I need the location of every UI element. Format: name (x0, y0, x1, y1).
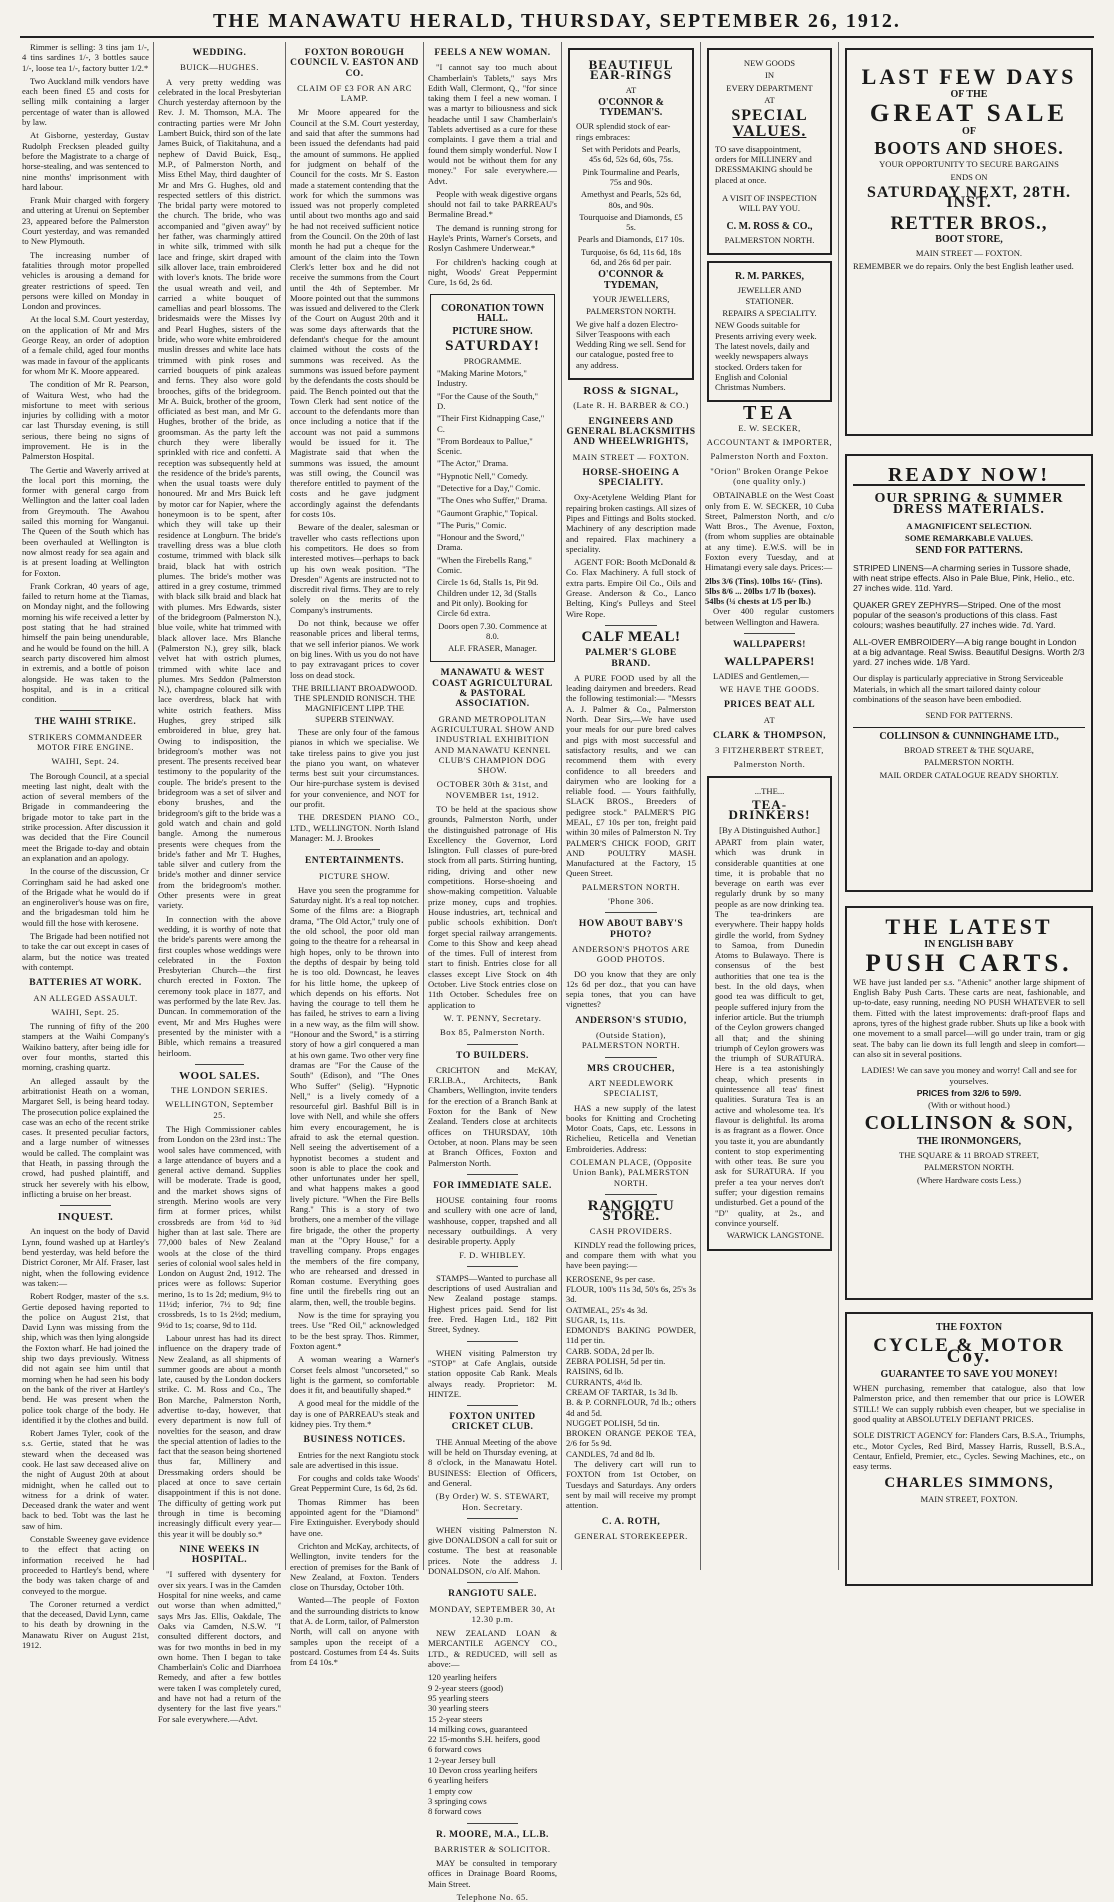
dateline: WELLINGTON, September 25. (165, 1099, 274, 1120)
news-paragraph: Constable Sweeney gave evidence to the effect that acting on information received he had proceeded to Hartley's bend, where the body was taken charge of and conveyed to the morgue. (22, 1534, 149, 1596)
news-paragraph: An alleged assault by the arbitrationist Heath on a woman, Margaret Sell, is being heard today. The prosecution police explained the case was an echo of the recent strike cases. It presented peculiar factors, and a large number of witnesses would be called. The complaint was that Heath, in passing through the crowd, had pushed plaintiff, and struck her severely with his elbow, inflicting a bruise on her breast. (22, 1075, 149, 1199)
advert-firm: CHARLES SIMMONS, (884, 1474, 1054, 1491)
article-subheading: THE LONDON SERIES. (170, 1085, 269, 1096)
advert-headline: PUSH CARTS. (865, 949, 1073, 977)
advert-text: COLEMAN PLACE, (Opposite Union Bank), PALMERSTON NORTH. (569, 1157, 693, 1188)
advert-firm: C. M. ROSS & CO., (726, 220, 813, 232)
news-paragraph: A very pretty wedding was celebrated in the local Presbyterian Church yesterday afternoon by the Rev. J. M. Thomson, M.A. The contracting parties were Mr John Lambert Buick, third son of the late James Buick, of Tiakitahuna, and a nephew of David Buick, Esq., M.P., of Palmerston North, and Miss Ethel May, third daughter of Mr and Mrs G. Hughes, old and respected settlers of this district. The bridal party were motored to the church. The bride, who was accompanied and "given away" by her father, was charmingly attired in white silk, trimmed with silk lace and fringe, skirt draped with silk allover lace, train embroidered with lover's knots. The bride wore the usual wreath and veil, and carried a white bouquet of camellias and pearl blossoms. The bridesmaids were the Misses Ivy and Pearl Hughes, sisters of the bride, who wore white embroidered muslin dresses and white lace hats trimmed with pink roses and carried bouquets of pink azaleas and ferns. They also wore gold brooches, gifts of the bridegroom. Mr A. Buick, brother of the groom, officiated as best man, and Mr G. Hughes, brother of the bride, as groomsman. As the party left the church they were liberally sprinkled with rice and confetti. A reception was subsequently held at the residence of the bride's parents, when the usual toasts were duly honoured. Mr and Mrs Buick left by motor car for Napier, where the honeymoon is to be spent, after which they will take up their residence at Longburn. The bride's travelling dress was a blue cloth costume, trimmed with black silk braid, black hat with ostrich plumes. The bride's mother was attired in a grey costume, trimmed with black silk braid and black hat with plumes. Mrs Edwards, sister of the bridegroom (Palmerston N.), blue voile, white hat trimmed with black allover lace. Mrs Blanche (Palmerston N.), grey silk, black velvet hat with ostrich plumes, trimmed with white lace and plumes. Mrs Seddon (Palmerston N.), champagne coloured silk with lace overdress, black hat with white ostrich feathers. Miss Hughes, grey striped silk embroidered in blue, grey hat. Owing to indisposition, the bridegroom's mother was not present. The presents received bear testimony to the popularity of the couple. The bride's present to the bridegroom was a set of silver and ebony brushes, and the bridegroom's gift to the bride was a gold watch and chain and gold bangle. Among the numerous presents were cheques from the bride's father and Mr T. Hughes, table silver and cutlery from the bride's mother and dinner service from the bridegroom's mother. Other presents were in great variety. (158, 76, 281, 911)
advert-title: R. M. PARKES, (735, 271, 804, 283)
news-paragraph: The Gertie and Waverly arrived at the local port this morning, the former with general cargo from Wellington and the latter coal laden from Greymouth. The Awahou sailed this morning for Wanganui. The Queen of the South which has been overhauled at Wellington is now almost ready for sea again and is at present loading at Wellington for Foxton. (22, 464, 149, 578)
advert-text: We give half a dozen Electro-Silver Teaspoons with each Wedding Ring we sell. Send for our catalogue, posted free to any address. (576, 318, 686, 370)
advert-text: WHEN purchasing, remember that catalogue, also that low Palmerston price, and then remember that our price is LOWER STILL! We can supply rubbish even cheaper, but we specialise in good quality at ABSOLUTELY DEFIANT PRICES. (853, 1383, 1085, 1425)
advert-text: YOUR JEWELLERS, (592, 293, 670, 304)
divider (467, 1174, 519, 1175)
advert-title: TO BUILDERS. (456, 1050, 529, 1061)
programme-item: "The Puris," Comic. (437, 519, 507, 530)
news-paragraph: THE BRILLIANT BROADWOOD. THE SPLENDID RONISCH. THE MAGNIFICENT LIPP. THE SUPERB STEINWAY. (291, 682, 418, 724)
advert-firm: O'CONNOR & TYDEMAN'S. (598, 96, 664, 119)
advert-text: Doors open 7.30. Commence at 8.0. (438, 620, 547, 641)
advert-text: EVERY DEPARTMENT (726, 82, 813, 93)
advert-text: AT (625, 84, 637, 95)
divider (605, 1194, 657, 1195)
advert-text: THE IRONMONGERS, (917, 1135, 1021, 1147)
advert-text: BROAD STREET & THE SQUARE, (904, 744, 1034, 755)
advert-item: Turquoise, 6s 6d, 11s 6d, 18s 6d, and 26s 6d per pair. (580, 246, 682, 268)
news-paragraph: The Coroner returned a verdict that the deceased, David Lynn, came to his death by drowning in the Manawatu River on August 21st, 1912. (22, 1598, 149, 1651)
advert-text: ENDS ON (950, 171, 988, 182)
advert-firm: CLARK & THOMPSON, (712, 730, 827, 741)
advert-firm: ANDERSON'S STUDIO, (575, 1015, 687, 1026)
column-rule (423, 42, 424, 1570)
dateline: WAIHI, Sept. 25. (51, 1006, 120, 1017)
news-paragraph: The High Commissioner cables from London on the 23rd inst.: The wool sales have commenced, with a large attendance of buyers and a general active demand. Supplies will be moderate. Trade is good, and the market shows signs of strength. Merino wools are very firm at former prices, whilst crossbreds are from ½d to ¾d higher than at last sale. There are 77,000 bales of New Zealand wools at the close of the third series of colonial wool sales held in London on August 2nd, 1912. The prices were as follows: Superior merino, 1s to 1s 2d; medium, 9½ to 11½d; inferior, 7½ to 9d; fine crossbreds, 1s to 1s 2½d; medium, 9½d to 1s; coarse, 9d to 11d. (158, 1123, 281, 1330)
advert-text: PRICES from 32/6 to 59/9. (916, 1087, 1022, 1098)
advert-title: FOR IMMEDIATE SALE. (433, 1180, 552, 1191)
advert-text: WE HAVE THE GOODS. (719, 683, 820, 694)
advert-text: Palmerston North. (733, 759, 806, 770)
news-paragraph: Do not think, because we offer reasonable prices and liberal terms, that we sell inferior pianos. We work on big lines. With us you do not have to pay extravagant prices to cover loss on dead stock. (290, 618, 419, 680)
column-rule (561, 42, 562, 1570)
price-item: CREAM OF TARTAR, 1s 3d lb. (566, 1386, 678, 1397)
advert-text: PALMERSTON NORTH. (924, 1162, 1014, 1173)
programme-item: "Gaumont Graphic," Topical. (437, 507, 538, 518)
advert-earrings (568, 48, 694, 380)
advert-text: OF (962, 125, 976, 137)
advert-title: WALLPAPERS! (733, 640, 806, 651)
divider (195, 1064, 244, 1065)
programme-item: "For the Cause of the South," D. (437, 390, 539, 411)
advert-text: OF THE (950, 89, 988, 101)
advert-text: DO you know that they are only 12s 6d per doz., that you can have sepia tones, that you can have vignettes? (566, 968, 696, 1010)
advert-title: CALF MEAL! (581, 628, 681, 645)
advert-text: SOLE DISTRICT AGENCY for: Flanders Cars, B.S.A., Triumphs, etc., Motor Cycles, Red Bird, Massey Harris, Russell, B.S.A., Centaur, Enfield, Premier, etc., Cycles. Sewing Machines, etc., on easy terms. (853, 1430, 1085, 1472)
news-paragraph: The demand is running strong for Hayle's Prints, Warner's Corsets, and Roslyn Cashmere Underwear.* (428, 222, 557, 254)
news-paragraph: The Borough Council, at a special meeting last night, dealt with the action of several members of the Brigade in commandeering the brigade motor to take part in the strike procession. After discussion it was decided that the Fire Council meet the Brigade to-day and obtain an explanation and an apology. (22, 770, 149, 863)
advert-title: BEAUTIFUL EAR-RINGS (588, 57, 674, 83)
advert-text: AT (764, 94, 775, 105)
programme-item: "From Bordeaux to Pallue," Scenic. (437, 435, 533, 457)
advert-signature: F. D. WHIBLEY. (459, 1249, 526, 1260)
sale-item: 8 forward cows (428, 1806, 482, 1817)
sale-item: 95 yearling steers (428, 1692, 489, 1703)
advert-signature: ALF. FRASER, Manager. (448, 643, 537, 654)
news-paragraph: Thomas Rimmer has been appointed agent for the "Diamond" Fire Extinguisher. Everybody should have one. (290, 1496, 419, 1538)
advert-cm-ross (707, 48, 832, 255)
price-item: B. & P. CORNFLOUR, 7d lb.; others 4d and 5d. (566, 1397, 696, 1418)
news-paragraph: The running of fifty of the 200 stampers at the Waihi Company's Waikino battery, after being idle for over four months, started this morning, crashing quartz. (22, 1021, 149, 1073)
advert-text: LADIES! We can save you money and worry! Call and see for yourselves. (861, 1065, 1077, 1086)
divider (744, 633, 796, 634)
article-heading: BUSINESS NOTICES. (303, 1435, 406, 1446)
advert-tea-drinkers (707, 776, 832, 1251)
advert-title: HOW ABOUT BABY'S PHOTO? (578, 919, 684, 940)
advert-text: ACCOUNTANT & IMPORTER, (706, 437, 833, 448)
advert-text: REPAIRS A SPECIALITY. (722, 308, 817, 319)
advert-signature: C. A. ROTH, (601, 1516, 661, 1527)
advert-text: THE FOXTON (935, 1322, 1003, 1333)
article-subheading: AN ALLEGED ASSAULT. (33, 992, 138, 1003)
advert-text: ...THE... (754, 785, 785, 796)
advert-headline: READY NOW! (853, 470, 1085, 486)
advert-text: PROGRAMME. (463, 355, 522, 366)
advert-item: Tourquoise and Diamonds, £5 5s. (579, 211, 683, 233)
advert-signature: W. T. PENNY, Secretary. (443, 1012, 542, 1023)
price-item: EDMOND'S BAKING POWDER, 11d per tin. (566, 1325, 696, 1346)
advert-text: SEND FOR PATTERNS. (925, 710, 1013, 721)
news-paragraph: Frank Corkran, 40 years of age, failed to return home at the Tiamas, on Monday night, and the following morning his wife received a letter by post stating that he had strained himself the pain being unendurable, and he would be found on the hill. A search party discovered him almost in extremis, and a bottle of poison alongside. He was taken to the hospital, and is in a critical condition. (22, 580, 149, 705)
sale-item: 22 15-months S.H. heifers, good (428, 1734, 540, 1745)
advert-retter-bros (845, 48, 1093, 436)
advert-text: OUR splendid stock of ear-rings embraces: (576, 121, 671, 142)
masthead-rule (20, 36, 1094, 38)
advert-text: Our display is particularly appreciative in Strong Serviceable Materials, in which all the smart tailored dainty colour combinations of the season have been embodied. (853, 673, 1064, 705)
advert-text: CRICHTON and McKAY, F.R.I.B.A., Architects, Bank Chambers, Wellington, invite tenders for the erection of a Branch Bank at Foxton for the Bank of New Zealand. Tenders close at architects offices on THURSDAY, 10th October, at noon. Plans may be seen at Branch Offices, Foxton and Palmerston North. (428, 1064, 557, 1168)
advert-collinson-cunninghame (845, 454, 1093, 892)
divider (329, 849, 381, 850)
advert-signature: (By Order) W. S. STEWART, Hon. Secretary. (435, 1491, 550, 1512)
advert-text: A VISIT OF INSPECTION WILL PAY YOU. (722, 192, 817, 214)
article-subheading: PICTURE SHOW. (318, 870, 391, 881)
news-paragraph: THE DRESDEN PIANO CO., LTD., WELLINGTON. North Island Manager: M. J. Brookes (290, 812, 419, 843)
price-item: SUGAR, 1s, 11s. (566, 1314, 626, 1325)
column-6 (705, 42, 834, 1570)
sale-item: 6 yearling heifers (428, 1775, 489, 1786)
advert-headline: WALLPAPERS! (724, 654, 815, 669)
column-5 (566, 42, 696, 1570)
advert-text: TO be held at the spacious show grounds, Palmerston North, under the distinguished patronage of His Excellency the Governor, Lord Islington. Full classes of pure-bred stock from all parts. Stirring hunting, riding, driving and other new competitions. Horse-shoeing and show-making competition. Valuable prize money, cups and trophies. House industries, art, technical and public schools exhibition. Don't forget special railway arrangements. Come to this Show and keep ahead of the times. Full of interest from start to finish. Entries close for all classes except Live Stock on 4th October. Live Stock entries close on 11th October. Schedules free on application to (428, 804, 557, 1010)
price-line: 54lbs (¼ chests at 1/5 per lb.) (705, 596, 811, 607)
news-paragraph: In connection with the above wedding, it is worthy of note that the bride's parents were among the first couples whose weddings were celebrated in the Foxton Presbyterian Church—the first church erected in Foxton. The ceremony took place in 1877, and was performed by the late Rev. Jas. Duncan. In commemoration of the event, Mr and Mrs Hughes were presented by the minister with a Bible, which remains a treasured heirloom. (158, 913, 281, 1058)
advert-subtitle: PALMER'S GLOBE BRAND. (585, 648, 677, 669)
advert-subtitle: JEWELLER AND STATIONER. (737, 285, 802, 306)
advert-headline: LAST FEW DAYS (861, 64, 1077, 89)
news-paragraph: Frank Muir charged with forgery and uttering at Urenui on September 23, appeared before the Palmerston Court yesterday, and was remanded to New Plymouth. (22, 195, 149, 247)
news-paragraph: Now is the time for spraying you trees. Use "Red Oil," acknowledged to be the best spray. Thos. Rimmer, Foxton agent.* (290, 1310, 419, 1351)
advert-text: MAIN STREET — FOXTON. (915, 248, 1023, 259)
advert-text: NEW Goods suitable for Presents arriving every week. The latest novels, daily and weekly newspapers always stocked. Orders taken for English and Colonial Christmas Numbers. (715, 320, 817, 393)
price-item: NUGGET POLISH, 5d tin. (566, 1417, 660, 1428)
divider (605, 1057, 657, 1058)
advert-subtitle: OUR SPRING & SUMMER DRESS MATERIALS. (874, 491, 1064, 517)
sale-item: 6 forward cows (428, 1744, 482, 1755)
advert-foxton-cycle (845, 1312, 1093, 1586)
advert-text: Box 85, Palmerston North. (440, 1027, 545, 1038)
price-item: CANDLES, 7d and 8d lb. (566, 1448, 655, 1459)
divider (467, 1582, 519, 1583)
advert-item: Set with Peridots and Pearls, 45s 6d, 52s 6d, 60s, 75s. (581, 144, 681, 165)
advert-text: The delivery cart will run to FOXTON from 1st October, on Tuesdays and Saturdays. Any orders sent by mail will receive my prompt attention. (566, 1459, 696, 1511)
advert-text: [By A Distinguished Author.] (719, 824, 820, 835)
advert-text: YOUR OPPORTUNITY TO SECURE BARGAINS (879, 159, 1059, 170)
advert-push-carts (845, 906, 1093, 1300)
advert-text: Circle 1s 6d, Stalls 1s, Pit 9d. Children under 12, 3d (Stalls and Pit only). Booking for Circle 6d extra. (437, 577, 539, 619)
advert-title: TEA-DRINKERS! (728, 797, 811, 823)
advert-text: MAIL ORDER CATALOGUE READY SHORTLY. (879, 769, 1059, 780)
advert-text: KINDLY read the following prices, and compare them with what you have been paying:— (566, 1239, 696, 1271)
divider (467, 1823, 519, 1824)
news-paragraph: The Brigade had been notified not to take the car out except in cases of alarm, but the notice was treated with contempt. (22, 931, 149, 972)
advert-text: PALMERSTON NORTH. (581, 881, 681, 892)
column-rule (838, 42, 839, 1570)
advert-headline: GREAT SALE (869, 99, 1069, 127)
news-paragraph: Labour unrest has had its direct influence on the drapery trade of New Zealand, as all shipments of summer goods are about a month late, caused by the London dockers strike. C. M. Ross and Co., The Bon Marche, Palmerston North, advertise to-day, however, that every department is now full of novelties for the season, and draw the special attention of ladies to the fact that the season being shortened thus far, Millinery and Dressmaking orders should be placed at once to save certain disappointment if this is not done. The difficulty of getting work put through in time is becoming increasingly difficult every year—this year it will be doubly so.* (158, 1332, 281, 1539)
advert-text: "Orion" Broken Orange Pekoe (one quality only.) (710, 465, 829, 486)
column-4 (428, 42, 557, 1902)
advert-headline: THE LATEST (885, 914, 1053, 939)
advert-text: SEND FOR PATTERNS. (915, 545, 1023, 557)
news-paragraph: Beware of the dealer, salesman or traveller who casts reflections upon his competitors. He does so from interested motives—perhaps to back up his own weak position. "The Dresden" Agents are instructed not to discredit rival firms. They are to rely solely on the merits of the Company's instruments. (290, 522, 419, 615)
advert-text: GENERAL STOREKEEPER. (574, 1530, 688, 1541)
advert-title: CORONATION TOWN HALL. (440, 302, 545, 324)
sale-item: 10 Devon cross yearling heifers (428, 1765, 538, 1776)
news-paragraph: For coughs and colds take Woods' Great Peppermint Cure, 1s 6d, 2s 6d. (290, 1473, 419, 1494)
advert-text: AT (763, 714, 776, 725)
advert-text: NEW ZEALAND LOAN & MERCANTILE AGENCY CO., LTD., & REDUCED, will sell as above:— (428, 1628, 557, 1670)
dateline: WAIHI, Sept. 24. (51, 756, 120, 767)
price-item: FLOUR, 100's 11s 3d, 50's 6s, 25's 3s 3d. (566, 1283, 696, 1305)
advert-text: PALMERSTON NORTH. (724, 234, 815, 245)
advert-text: APART from plain water, which was drunk in considerable quantities at one time, it is probable that no beverage on earth was ever regularly drunk by so many people as are now drinking tea. The tea-drinkers are everywhere. Their happy holds girdle the world, from Sydney to Samoa, from Dunedin Atoms to Bulawayo. There is consensus of the best authorities that one tea is the best. In the old days, when good tea was difficult to get, people suffered injury from the inferior article. But the triumph of the Ceylon growers changed all that; and the shining triumph of Ceylon growers was the triumph of SURATURA. Here is a tea astonishingly cheap, which presents in quintessence all teas' finest qualities. Suratura Tea is an active and wholesome tea. It's flavour is delightful. Its aroma is as fragrant as a flower. Once you taste it, you are abundantly content to stop experimenting with other teas. Be sure you ask for SURATURA. If you prefer a tea your nerves don't suffer; your digestion remains undisturbed. Get a pound of the "D" quality, at 2s., and convince yourself. (715, 836, 824, 1228)
advert-text: Oxy-Acetylene Welding Plant for repairing broken castings. All sizes of Pipes and Fittings and Bolts stocked. Machinery of any description made and repaired. Flax machinery a speciality. (566, 492, 696, 554)
advert-text: TO save disappointment, orders for MILLINERY and DRESSMAKING should be placed at once. (715, 143, 813, 185)
news-paragraph: At the local S.M. Court yesterday, on the application of Mr and Mrs George Reay, an order of adoption of a female child, aged four months was made in favour of the applicants for whom Mr K. Moore appeared. (22, 314, 149, 376)
advert-text: Palmerston North and Foxton. (710, 451, 829, 462)
news-paragraph: Two Auckland milk vendors have each been fined £5 and costs for selling milk containing a larger percentage of water than is allowed by law. (22, 75, 149, 128)
advert-subtitle: ANDERSON'S PHOTOS ARE GOOD PHOTOS. (572, 943, 690, 965)
article-subheading: BUICK—HUGHES. (180, 62, 259, 73)
divider (605, 912, 657, 913)
programme-item: "Detective for a Day," Comic. (437, 482, 541, 493)
article-heading: ENTERTAINMENTS. (304, 856, 405, 867)
column-2 (158, 42, 281, 1724)
advert-title: RANGIOTU STORE. (587, 1197, 675, 1225)
sale-item: 30 yearling steers (428, 1703, 489, 1714)
advert-subtitle: GRAND METROPOLITAN AGRICULTURAL SHOW AND INDUSTRIAL EXHIBITION AND MANAWATU KENNEL CLUB'S CHAMPION DOG SHOW. (430, 713, 555, 776)
advert-text: MONDAY, SEPTEMBER 30, At 12.30 p.m. (429, 1603, 556, 1624)
advert-text: SOME REMARKABLE VALUES. (905, 533, 1033, 544)
price-line: 5lbs 8/6 ... 20lbs 1/7 lb (boxes). (705, 585, 816, 596)
news-paragraph: Mr Moore appeared for the Council at the S.M. Court yesterday, and said that after the summons had been issued the defendants had paid the amount of summons. He applied for judgment on behalf of the Council for the costs. Mr S. Easton made a statement contending that the work for which the summons was issued was not properly completed until about two months ago and said he had not received sufficient notice from the Council. On the 20th of last month he had put a cheque for the amount of the claim into the Town Clerk's letter box and he did not receive the summons from the Court until the 4th of September. Mr Moore pointed out that the summons was issued and delivered to the Clerk of the Court on August 20th and it was some days afterwards that the defendant's cheque for the amount claimed without the costs of the summons was received. As the summons was issued before payment by the defendants the costs should be paid. The Bench pointed out that the Town Clerk had sent notice of the account to the defendants more than once including a notice that if the account was not paid a summons would be issued for it. The Magistrate said that when the summons was issued, the amount was still owing, the Council was therefore entitled to payment of the costs and he gave judgment accordingly against the defendants for costs 10s. (290, 107, 419, 520)
programme-item: "When the Firebells Rang," Comic. (437, 554, 532, 576)
divider (467, 1405, 519, 1406)
advert-item: ALL-OVER EMBROIDERY—A big range bought in London at a big advantage. Real Swiss. Beautiful Designs. Worth 2/3 yard. 27 inches wide. 1/8 Yard. (853, 636, 1085, 668)
masthead: THE MANAWATU HERALD, THURSDAY, SEPTEMBER 26, 1912. (213, 10, 901, 32)
advert-text: STAMPS—Wanted to purchase all descriptions of used Australian and New Zealand postage stamps. Highest prices paid. Send for list free. Fred. Hagen Ltd., 182 Pitt Street, Sydney. (428, 1272, 557, 1335)
advert-text: PALMERSTON NORTH. (586, 306, 676, 317)
advert-text: Telephone No. 65. (456, 1892, 529, 1902)
news-paragraph: Entries for the next Rangiotu stock sale are advertised in this issue. (290, 1449, 419, 1470)
advert-subtitle: ART NEEDLEWORK SPECIALIST, (588, 1077, 674, 1099)
news-paragraph: In the course of the discussion, Cr Corringham said he had asked one of the Brigade what he would do if an engineroliver's house was on fire, and the brigadesman told him he would fill the hose with kerosene. (22, 866, 149, 928)
sale-item: 14 milking cows, guaranteed (428, 1723, 528, 1734)
programme-item: "Making Marine Motors," Industry. (437, 368, 527, 389)
advert-title: TEA (742, 402, 797, 425)
advert-firm: O'CONNOR & TYDEMAN, (598, 269, 664, 291)
price-item: CARB. SODA, 2d per lb. (566, 1345, 655, 1356)
advert-text: THE SQUARE & 11 BROAD STREET, (899, 1150, 1039, 1161)
news-paragraph: An inquest on the body of David Lynn, found washed up at Hartley's bend yesterday, was held before the District Coroner, Mr Alf. Fraser, last night, when the following evidence was taken:— (22, 1226, 149, 1288)
price-item: OATMEAL, 25's 4s 3d. (566, 1304, 648, 1315)
advert-text: (Where Hardware costs Less.) (916, 1174, 1022, 1185)
column-rule (285, 42, 286, 1570)
advert-coronation-hall (430, 294, 555, 663)
advert-text: 3 FITZHERBERT STREET, (715, 745, 824, 756)
news-paragraph: The increasing number of fatalities through motor propelled vehicles is arousing a demand for greater restrictions of speed. Ten persons were killed on Monday in London and provinces. (22, 249, 149, 312)
advert-text: NEW GOODS (743, 58, 796, 68)
column-3 (290, 42, 419, 1668)
price-item: BROKEN ORANGE PEKOE TEA, 2/6 for 5s 9d. (566, 1428, 696, 1449)
advert-title: ROSS & SIGNAL, (583, 385, 679, 398)
price-item: RAISINS, 6d lb. (566, 1366, 624, 1377)
divider (467, 1341, 519, 1342)
article-heading: WEDDING. (192, 48, 247, 58)
advert-text: (Outside Station), PALMERSTON NORTH. (581, 1030, 681, 1051)
advert-text: A PURE FOOD used by all the leading dairymen and breeders. Read the following testimonial:— "Messrs A. J. Palmer & Co., Palmerston North. Dear Sirs,—We have used your meals for our pure bred calves and pigs with most successful and satisfactory results, and we can recommend them with every confidence to all breeders and dairymen who are looking for a reliable food. — Yours faithfully, SLACK BROS., Breeders of pedigree stock." PALMER'S PIG MEAL, £7 10s per ton, freight paid within 30 miles of Palmerston N. Try PALMER'S CHICK FOOD, GRIT AND POULTRY MASH. Manufactured at the Factory, 15 Queen Street. (566, 672, 696, 879)
advert-text: HOUSE containing four rooms and scullery with one acre of land, washhouse, copper, trapshed and all necessary outbuildings. A very desirable property. Apply (428, 1195, 557, 1247)
advert-text: MAIN STREET — FOXTON. (572, 451, 690, 462)
advert-headline: SATURDAY! (445, 338, 540, 355)
advert-text: A MAGNIFICENT SELECTION. (906, 520, 1032, 531)
news-paragraph: Robert Rodger, master of the s.s. Gertie deposed having reported to the police on August 21st, that David Lynn was missing from the ship, which was then lying alongside the Foxton wharf. He had joined the ship two days previously. Witness did not again see him until that morning when he had seen his body on the bank of the river at Hartley's bend. He was present when the police took charge of the body. He identified it by the clothes and build. (22, 1291, 149, 1425)
programme-item: "Hypnotic Nell," Comedy. (437, 470, 528, 481)
news-paragraph: Rimmer is selling: 3 tins jam 1/-, 4 tins sardines 1/-, 3 bottles sauce 1/-, loose tea 1/-, factory butter 1/2.* (22, 42, 149, 73)
advert-item: STRIPED LINENS—A charming series in Tussore shade, with neat stripe effects. Also in Pale Blue, Pink, Helio., etc. 27 inches wide. 11d. Yard. (853, 562, 1075, 594)
advert-title: MANAWATU & WEST COAST AGRICULTURAL & PASTORAL ASSOCIATION. (432, 668, 553, 710)
article-heading: FOXTON BOROUGH COUNCIL V. EASTON AND CO. (290, 48, 419, 79)
programme-item: "The Ones who Suffer," Drama. (437, 495, 548, 506)
advert-headline: VALUES. (732, 123, 807, 141)
advert-text: WHEN visiting Palmerston try "STOP" at Cafe Anglais, outside station opposite Cab Rank. Meals always ready. Proprietor: M. HINTZE. (428, 1347, 557, 1399)
advert-text: (With or without hood.) (928, 1100, 1010, 1111)
column-7 (843, 42, 1095, 1570)
advert-title: RANGIOTU SALE. (448, 1589, 537, 1600)
advert-item: Pink Tourmaline and Pearls, 75s and 90s. (582, 166, 680, 187)
advert-title: FOXTON UNITED CRICKET CLUB. (449, 1412, 536, 1433)
news-paragraph: A woman wearing a Warner's Corset feels almost "uncorseted," so light is the garment, so comfortable does it fit, and beautifully shaped.* (290, 1354, 419, 1396)
advert-item: Pearls and Diamonds, £17 10s. (577, 234, 685, 245)
advert-headline: BOOTS AND SHOES. (874, 138, 1064, 159)
advert-text: HAS a new supply of the latest books for Knitting and Crocheting Motor Coats, Caps, etc. Lessons in Richelieu, Reticella and Venetian Embroideries. Address: (566, 1102, 696, 1154)
sale-item: 1 empty cow (428, 1785, 473, 1796)
advert-firm: COLLINSON & SON, (864, 1112, 1074, 1135)
advert-text: OBTAINABLE on the West Coast only from E. W. SECKER, 10 Cuba Street, Palmerston North, and c/o Watt Bros., The Avenue, Foxton, (from whom supplies are obtainable at any time). E.W.S. will be in Foxton every Tuesday, and at Himatangi every sale days. Prices:— (705, 490, 834, 573)
news-paragraph: Crichton and McKay, architects, of Wellington, invite tenders for the erection of premises for the Bank of New Zealand, at Foxton. Tenders close on Thursday, October 10th. (290, 1540, 419, 1593)
article-heading: WOOL SALES. (179, 1069, 260, 1082)
advert-item: QUAKER GREY ZEPHYRS—Striped. One of the most popular of the season's productions of this class. Fast colours; washes beautifully. 27 inches wide. 7d. Yard. (853, 599, 1061, 631)
divider (60, 1205, 111, 1206)
article-subheading: STRIKERS COMMANDEER MOTOR FIRE ENGINE. (28, 731, 143, 752)
advert-text: Over 400 regular customers between Wellington and Hawera. (705, 606, 834, 627)
advert-title: R. MOORE, M.A., LL.B. (436, 1829, 549, 1840)
advert-text: ENGINEERS AND GENERAL BLACKSMITHS AND WHEELWRIGHTS, (566, 416, 696, 448)
advert-text: PRICES BEAT ALL (723, 700, 816, 711)
advert-text: OCTOBER 30th & 31st, and NOVEMBER 1st, 1912. (436, 779, 549, 800)
divider (467, 1518, 519, 1519)
price-item: CURRANTS, 4½d lb. (566, 1376, 643, 1387)
news-paragraph: Wanted—The people of Foxton and the surrounding districts to know that A. de Lorm, tailor, of Palmerston North, will call on anyone with samples upon the receipt of a postcard. Costumes from £4 4s. Suits from £4 10s.* (290, 1595, 419, 1668)
advert-text: WHEN visiting Palmerston N. give DONALDSON a call for suit or costume. The best at reasonable prices. Note the address J. DONALDSON, c/o Alf. Mahon. (428, 1524, 557, 1576)
advert-text: LADIES and Gentlemen,— (713, 670, 809, 681)
advert-text: BOOT STORE, (935, 233, 1003, 245)
advert-text: HORSE-SHOEING A SPECIALITY. (582, 467, 680, 489)
news-paragraph: The condition of Mr R. Pearson, of Waitura West, who had the misfortune to meet with serious injuries by colliding with a motor car last Thursday evening, is still serious, there being no signs of improvement. He is in the Palmerston Hospital. (22, 379, 149, 462)
advert-text: IN ENGLISH BABY (924, 939, 1014, 951)
advert-text: WE have just landed per s.s. "Athenic" another large shipment of English Baby Push Carts. These carts are neat, fashionable, and up-to-date, easy running, needing NO PUSH WHATEVER to sell them. Fitted with the latest improvements: draft-proof flaps and aprons, tyres of the highest grade rubber. Shuts up like a book with one movement to a small parcel—will go under train, tram or gig seat. The baby can lie down its full length and sleep in comfort—can also sit in several positions. (853, 976, 1085, 1059)
advert-firm: RETTER BROS., (890, 212, 1048, 234)
news-paragraph: At Gisborne, yesterday, Gustav Rudolph Frecksen pleaded guilty before the Magistrate to a charge of horse-stealing, and was sentenced to nine months' imprisonment with hard labour. (22, 130, 149, 192)
advert-headline: SATURDAY NEXT, 28TH. INST. (866, 184, 1072, 212)
advert-text: 'Phone 306. (608, 896, 654, 907)
news-paragraph: These are only four of the famous pianos in which we specialise. We take tireless pains to give you just the piano you want, on whatever terms best suit your circumstances. Our hire-purchase system is devised for your convenience, and NOT for our profit. (290, 727, 419, 810)
news-paragraph: Have you seen the programme for Saturday night. It's a real top notcher. Some of the films are: a Biograph drama, "The Old Actor," truly one of the old school, the poor old man going to the theatre for a rehearsal in high hopes, only to be thrown into the depths of despair by being told he is too old. Downcast, he leaves for his little home, the upkeep of which depends on his efforts. Not having the courage to tell them he has failed, he strives to earn a living in a new way, as the film will show. "Honour and the Sword," is a stirring story of how a girl conquered a man at his own game. Two other very fine dramas are "For the Cause of the South" (Edison), and "The Ones Who Suffer" (Selig). "Hypnotic Nell," is a lively comedy of a resourceful girl. Bashful Bill is in love with Nell, and while she offers him every encouragement, he is afraid to ask the eternal question. Nell seeing the advertisement of a hypnotist becomes a student and soon is able to place the cook and other unfortunates under her spell, and what happens makes a good lively picture. "When the Fire Bells Rang." This is a story of two brothers, one a member of the village fire brigade, the other the property man at the "Opry House," for a travelling company. Props engages the members of the fire company, who are rehearsed and dressed in Roman costume. Everything goes fine until the firebells ring out an alarm, then, well, the trouble begins. (290, 884, 419, 1307)
advert-text: MAY be consulted in temporary offices in Drainage Board Rooms, Main Street. (428, 1858, 557, 1889)
news-paragraph: "I suffered with dysentery for over six years. I was in the Camden Hospital for nine weeks, and came out worse than when admitted," says Mrs Jas. Ellis, Oakdale, The Oaks via Camden, N.S.W. "I consulted different doctors, and was for two months in bed in my own home. Then I began to take Chamberlain's Colic and Diarrhoea Remedy, and after a few bottles were taken I was completely cured, and have not had a return of the dysentery for the last five years." For sale everywhere.—Advt. (158, 1569, 281, 1724)
divider (467, 1044, 519, 1045)
article-heading: FEELS A NEW WOMAN. (434, 48, 551, 58)
price-item: KEROSENE, 9s per case. (566, 1273, 656, 1284)
sale-item: 15 2-year steers (428, 1713, 483, 1724)
price-item: ZEBRA POLISH, 5d per tin. (566, 1356, 666, 1367)
news-paragraph: A good meal for the middle of the day is one of PARREAU's steak and kidney pies. Try them.* (290, 1398, 419, 1429)
sale-item: 120 yearling heifers (428, 1672, 497, 1683)
article-heading: NINE WEEKS IN HOSPITAL. (179, 1544, 260, 1566)
advert-subtitle: PICTURE SHOW. (452, 326, 533, 338)
advert-item: Amethyst and Pearls, 52s 6d, 80s, and 90s. (580, 189, 682, 210)
advert-text: MAIN STREET, FOXTON. (920, 1493, 1018, 1504)
advert-firm: E. W. SECKER, (738, 422, 801, 433)
news-paragraph: Robert James Tyler, cook of the s.s. Gertie, stated that he was steward when the deceased was cook. He last saw deceased alive on the night of August 20th at about midnight, when he called out to witness for a drink of water. Deceased drank the water and went back to bed. Tobt was the last he saw of him. (22, 1428, 149, 1531)
sale-item: 1 2-year Jersey bull (428, 1754, 496, 1765)
article-subheading: CLAIM OF £3 FOR AN ARC LAMP. (297, 82, 412, 104)
advert-parkes (707, 261, 832, 402)
advert-headline: SPECIAL (731, 107, 808, 125)
price-line: 2lbs 3/6 (Tins). 10lbs 16/- (Tins). (705, 575, 823, 586)
programme-item: "The Actor," Drama. (437, 458, 509, 469)
divider (60, 710, 111, 711)
column-rule (153, 42, 154, 1570)
column-rule (700, 42, 701, 1570)
advert-text: IN (764, 70, 775, 81)
advert-subtitle: (Late R. H. BARBER & CO.) (573, 400, 689, 411)
advert-subtitle: BARRISTER & SOLICITOR. (434, 1843, 551, 1854)
advert-subtitle: CASH PROVIDERS. (589, 1225, 673, 1236)
article-heading: INQUEST. (57, 1211, 114, 1224)
news-paragraph: For children's hacking cough at night, Woods' Great Peppermint Cure, 1s 6d, 2s 6d. (428, 256, 557, 288)
news-paragraph: "I cannot say too much about Chamberlain's Tablets," says Mrs Edith Wall, Clermont, Q., "for since taking them I feel a new woman. I was a martyr to biliousness and sick headache until I saw Chamberlain's Tablets advertised as a cure for these complaints. I gave them a trial and found them simply wonderful. Now I would not be without them for any money." For sale everywhere.—Advt. (428, 62, 557, 186)
advert-firm: COLLINSON & CUNNINGHAME LTD., (853, 727, 1085, 742)
divider (467, 1266, 519, 1267)
programme-item: "Honour and the Sword," Drama. (437, 532, 525, 553)
article-heading: THE WAIHI STRIKE. (34, 717, 137, 728)
advert-headline: CYCLE & MOTOR Coy. (873, 1335, 1065, 1367)
advert-text: THE Annual Meeting of the above will be held on Thursday evening, at 8 o'clock, in the Manawatu Hotel. BUSINESS: Election of Officers, and General. (428, 1436, 557, 1488)
divider (605, 625, 657, 626)
advert-signature: WARWICK LANGSTONE. (726, 1230, 824, 1241)
sale-item: 3 springing cows (428, 1795, 487, 1806)
advert-text: PALMERSTON NORTH. (924, 757, 1014, 768)
advert-text: AGENT FOR: Booth McDonald & Co. Flax Machinery. A full stock of extra parts. Empire Oil Co., Oils and Grease. Anderson & Co., Lanco Belting, King's Pulleys and Steel Wire Rope. (566, 557, 696, 619)
sale-item: 9 2-year steers (good) (428, 1682, 504, 1693)
column-1 (22, 42, 149, 1651)
advert-text: REMEMBER we do repairs. Only the best English leather used. (853, 260, 1074, 271)
advert-text: GUARANTEE TO SAVE YOU MONEY! (880, 1368, 1058, 1380)
advert-title: MRS CROUCHER, (587, 1063, 675, 1074)
news-paragraph: People with weak digestive organs should not fail to take PARREAU's Bermaline Bread.* (428, 188, 557, 220)
programme-item: "Their First Kidnapping Case," C. (437, 413, 545, 434)
article-heading: BATTERIES AT WORK. (29, 978, 142, 989)
